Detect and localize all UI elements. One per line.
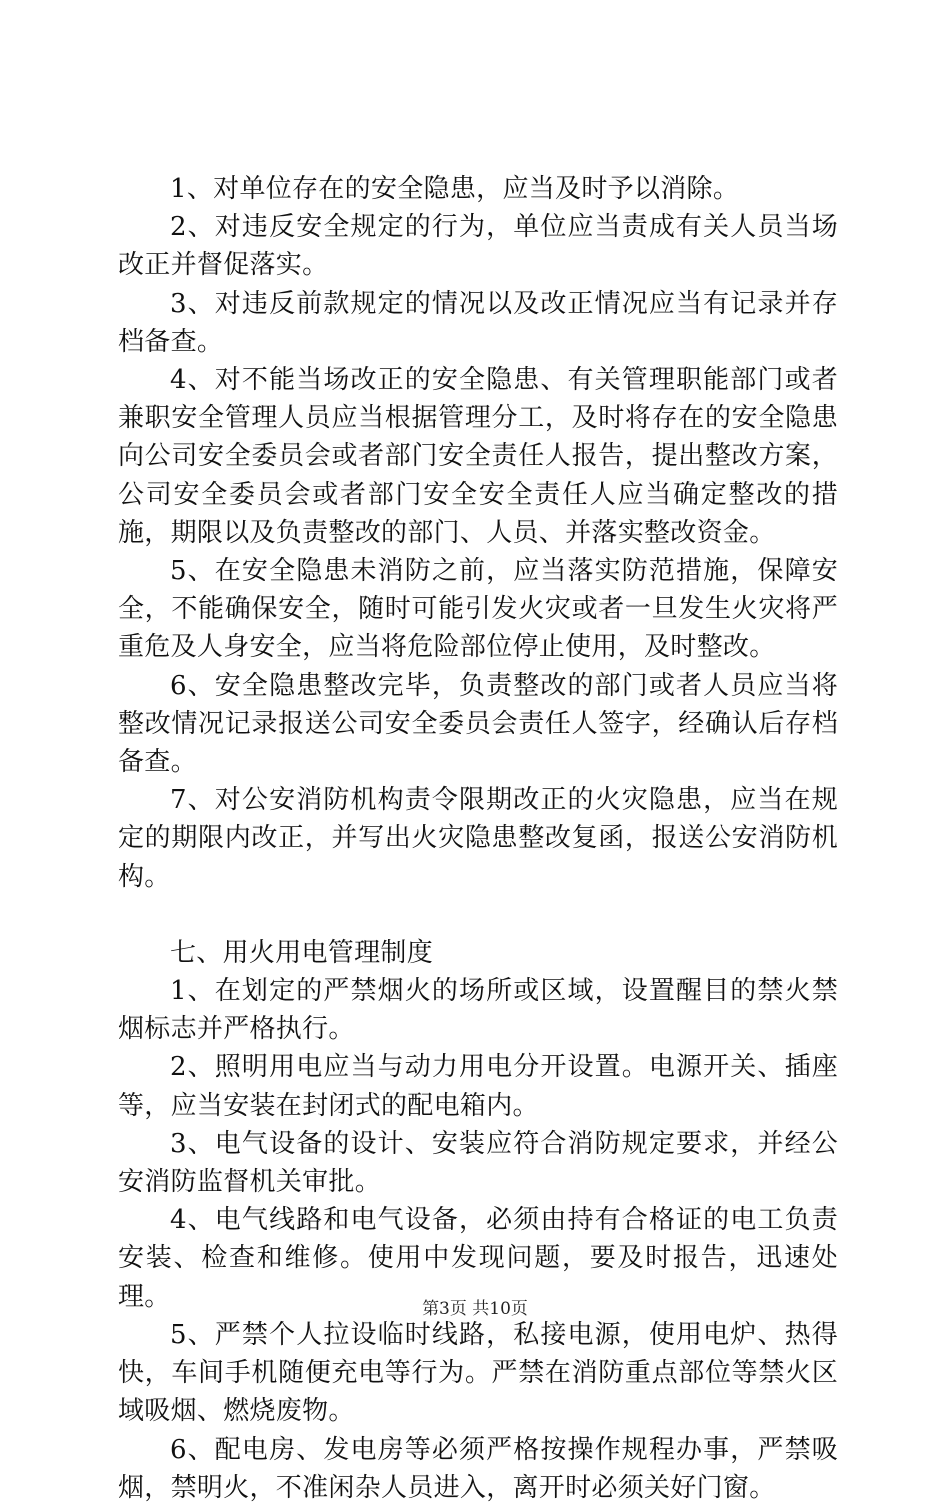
page-number-footer: 第3页 共10页 <box>422 1299 528 1319</box>
paragraph-3: 3、对违反前款规定的情况以及改正情况应当有记录并存档备查。 <box>118 288 838 357</box>
rule-paragraph-3: 3、电气设备的设计、安装应符合消防规定要求，并经公安消防监督机关审批。 <box>118 1128 838 1198</box>
paragraph-4: 4、对不能当场改正的安全隐患、有关管理职能部门或者兼职安全管理人员应当根据管理分工，及时将存在的安全隐患向公司安全委员会或者部门安全责任人报告，提出整改方案，公司安全委员会或者部门安全安全责任人应当确定整改的措施，期限以及负责整改的部门、人员、并落实整改资金。 <box>118 365 838 548</box>
paragraph-5: 5、在安全隐患未消防之前，应当落实防范措施，保障安全，不能确保安全，随时可能引发火灾或者一旦发生火灾将严重危及人身安全，应当将危险部位停止使用，及时整改。 <box>118 556 838 663</box>
section-heading: 七、用火用电管理制度 <box>170 937 434 968</box>
paragraph-2: 2、对违反安全规定的行为，单位应当责成有关人员当场改正并督促落实。 <box>118 212 838 281</box>
rule-paragraph-4: 4、电气线路和电气设备，必须由持有合格证的电工负责安装、检查和维修。使用中发现问题，要及时报告，迅速处理。 <box>118 1205 838 1312</box>
rule-paragraph-1: 1、在划定的严禁烟火的场所或区域，设置醒目的禁火禁烟标志并严格执行。 <box>118 976 838 1045</box>
rule-paragraph-5: 5、严禁个人拉设临时线路，私接电源，使用电炉、热得快，车间手机随便充电等行为。严禁在消防重点部位等禁火区域吸烟、燃烧废物。 <box>118 1319 838 1427</box>
rule-paragraph-2: 2、照明用电应当与动力用电分开设置。电源开关、插座等，应当安装在封闭式的配电箱内。 <box>118 1052 838 1121</box>
paragraph-6: 6、安全隐患整改完毕，负责整改的部门或者人员应当将整改情况记录报送公司安全委员会责任人签字，经确认后存档备查。 <box>118 670 838 778</box>
section-spacer <box>118 896 838 934</box>
paragraph-1: 1、对单位存在的安全隐患，应当及时予以消除。 <box>170 174 740 204</box>
rule-paragraph-6: 6、配电房、发电房等必须严格按操作规程办事，严禁吸烟，禁明火，不准闲杂人员进入，离开时必须关好门窗。 <box>118 1434 838 1503</box>
paragraph-7: 7、对公安消防机构责令限期改正的火灾隐患，应当在规定的期限内改正，并写出火灾隐患整改复函，报送公安消防机构。 <box>118 785 838 892</box>
